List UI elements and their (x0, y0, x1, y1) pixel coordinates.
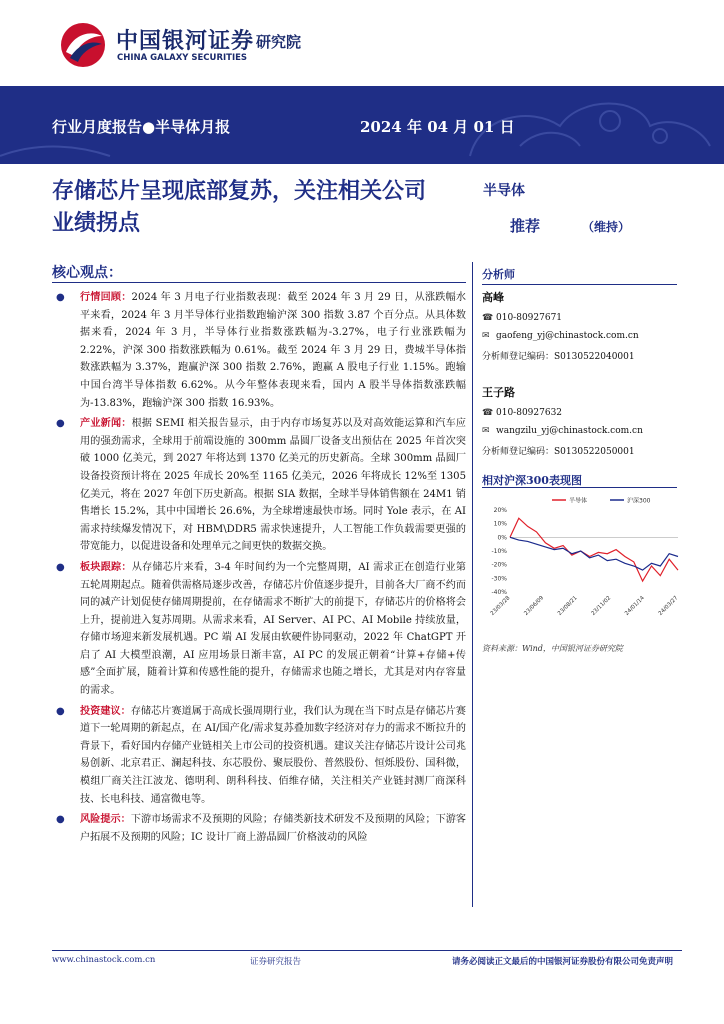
x-tick-label: 24/01/14 (624, 595, 646, 617)
core-bullets (52, 289, 466, 849)
sector-label: 半导体 (483, 183, 525, 199)
bullet-text: 2024 年 3 月电子行业指数表现：截至 2024 年 3 月 29 日，从涨跌幅水平来看，2024 年 3 月半导体行业指数跑输沪深 300 指数 3.87 个百分点。从具体数据来看，2024 年 3 月，半导体行业指数涨跌幅为-3.27%，电子行业涨跌幅为 2.22%，沪深 300 指数涨跌幅为 0.61%。截至 2024 年 3 月 29 日，费城半导体指数涨跌幅为 3.37%，跑赢沪深 300 指数 2.76%，跑赢 A 股电子行业 1.15%。跑输中国台湾半导体指数 6.62%。从今年整体表现来看，国内 A 股半导体指数涨跌幅为-13.83%，跑输沪深 300 指数 16.93%。 (80, 292, 466, 409)
analyst-name: 王子路 (482, 386, 515, 399)
analyst-panel (482, 266, 677, 457)
x-tick-label: 23/11/02 (590, 595, 613, 617)
company-logo (60, 20, 320, 70)
y-tick-label: 0% (497, 534, 507, 542)
footer-website[interactable]: www.chinastock.com.cn (52, 955, 156, 965)
analyst-card (482, 289, 677, 362)
phone-icon: ☎ (482, 408, 494, 418)
analyst-reg: 分析师登记编码：S0130522040001 (482, 352, 635, 362)
email-icon: ✉ (482, 331, 490, 341)
bullet-lead: 板块跟踪： (80, 561, 132, 573)
logo-chinese-name: 中国银河证券 (116, 29, 255, 54)
analyst-phone-row (482, 313, 677, 323)
analyst-divider (482, 284, 677, 285)
core-heading: 核心观点： (52, 265, 122, 281)
y-tick-label: -10% (491, 548, 507, 555)
bullet-dot-icon: ● (56, 814, 65, 826)
bullet-text: 根据 SEMI 相关报告显示，由于内存市场复苏以及对高效能运算和汽车应用的强劲需求，全球用于前端设施的 300mm 晶圆厂设备支出预估在 2025 年首次突破 1000 亿美元，到 2027 年将达到 1370 亿美元的历史新高。全球 300mm 晶圆厂设备投资预计将在 2025 年成长 20%至 1165 亿美元，2026 年将成长 12%至 1305 亿美元，将在 2027 年创下历史新高。根据 SIA 数据，全球半导体销售额在 24M1 销售增长 15.2%，其中中国增长 26.6%，为全球增速最快市场。同时 Yole 表示，在 AI 需求持续爆发情况下，对 HBM\DDR5 需求快速提升，人工智能工作负载需要更强的带宽能力，以促进设备和处理单元之间更快的数据交换。 (80, 418, 467, 553)
analyst-email[interactable]: gaofeng_yj@chinastock.com.cn (496, 331, 639, 341)
y-tick-label: -30% (491, 575, 507, 583)
email-icon: ✉ (482, 426, 490, 436)
bullet-text: 存储芯片赛道属于高成长强周期行业，我们认为现在当下时点是存储芯片赛道下一轮周期的新起点，在 AI/国产化/需求复苏叠加数字经济对存力的需求不断拉升的背景下，看好国内存储产业链相关上市公司的投资机遇。建议关注存储芯片设计公司兆易创新、北京君正、澜起科技、东芯股份、聚辰股份、普然股份、恒烁股份、国科微，模组厂商关注江波龙、德明利、朗科科技、佰维存储，关注相关产业链封测厂商深科技、长电科技、通富微电等。 (80, 705, 467, 805)
relative-performance-chart (482, 492, 682, 627)
column-divider (472, 262, 473, 907)
bullet-industry-news (52, 415, 466, 556)
bullet-lead: 投资建议： (80, 705, 131, 717)
footer-center: 证券研究报告 (250, 957, 302, 967)
analyst-email-row (482, 331, 677, 341)
bullet-text: 从存储芯片来看，3-4 年时间约为一个完整周期，AI 需求正在创造行业第五轮周期起点。随着供需格局逐步改善，存储芯片价值逐步提升，目前各大厂商不约而同的减产计划促使存储周期提前，在存储需求不断扩大的前提下，存储芯片的价格将会上升，提前进入复苏周期。从需求来看，AI Server、AI PC、AI Mobile 持续放量，存储市场迎来新发展机遇。PC 端 AI 发展由软硬件协同驱动，2022 年 ChatGPT 开启了 AI 大模型浪潮，AI 应用场景日渐丰富，AI PC 的发展正朝着“计算+存储+传感”全面扩展，随着计算和传感性能的提升，存储需求也随之增长，尤其是对内存容量的需求。 (80, 561, 466, 697)
analyst-email[interactable]: wangzilu_yj@chinastock.com.cn (496, 426, 643, 436)
logo-english-name: CHINA GALAXY SECURITIES (117, 53, 248, 63)
y-tick-label: 20% (493, 507, 507, 514)
chart-source: 资料来源：Wind，中国银河证券研究院 (482, 644, 623, 653)
core-divider (52, 282, 466, 283)
analyst-reg: 分析师登记编码：S0130522050001 (482, 447, 635, 457)
y-tick-label: 10% (493, 520, 507, 528)
x-tick-label: 23/08/21 (556, 595, 579, 617)
footer-divider (52, 950, 682, 951)
analyst-heading: 分析师 (482, 268, 515, 281)
bullet-sector-tracking (52, 559, 466, 700)
bullet-investment-advice (52, 703, 466, 809)
series-line (510, 537, 678, 570)
x-tick-label: 23/03/28 (489, 595, 512, 617)
bullet-dot-icon: ● (56, 705, 65, 717)
analyst-phone: 010-80927632 (496, 408, 563, 418)
report-type: 行业月度报告●半导体月报 (52, 118, 231, 136)
report-title (52, 175, 472, 239)
analyst-phone-row (482, 408, 677, 418)
y-tick-label: -40% (491, 589, 507, 596)
bullet-dot-icon: ● (56, 561, 65, 573)
bullet-risk-warning (52, 811, 466, 846)
footer-disclaimer: 请务必阅读正文最后的中国银河证券股份有限公司免责声明 (452, 957, 674, 967)
report-date: 2024 年 04 月 01 日 (360, 118, 515, 136)
series-line (510, 518, 678, 581)
bullet-lead: 产业新闻： (80, 418, 132, 430)
header-banner (0, 86, 724, 164)
chart-title: 相对沪深300表现图 (482, 474, 582, 487)
title-line-1: 存储芯片呈现底部复苏，关注相关公司 (52, 178, 427, 204)
phone-icon: ☎ (482, 313, 494, 323)
bullet-dot-icon: ● (56, 292, 65, 303)
analyst-name: 高峰 (482, 291, 504, 304)
chart-divider (482, 487, 677, 488)
galaxy-logo-icon (60, 22, 106, 68)
analyst-phone: 010-80927671 (496, 313, 563, 323)
rating-label: 推荐 (510, 217, 541, 235)
legend-label: 沪深300 (627, 497, 651, 505)
analyst-card (482, 384, 677, 457)
title-line-2: 业绩拐点 (52, 210, 141, 236)
rating-sub-label: （维持） (582, 220, 631, 234)
x-tick-label: 23/06/09 (523, 595, 546, 617)
bullet-lead: 风险提示： (80, 814, 131, 826)
bullet-lead: 行情回顾： (80, 292, 132, 303)
x-tick-label: 24/03/27 (657, 595, 680, 617)
bullet-market-review (52, 289, 466, 412)
bullet-dot-icon: ● (56, 418, 65, 430)
bullet-text: 下游市场需求不及预期的风险；存储类新技术研发不及预期的风险；下游客户拓展不及预期的风险；IC 设计厂商上游晶圆厂价格波动的风险 (80, 814, 467, 843)
analyst-email-row (482, 426, 677, 436)
legend-label: 半导体 (569, 497, 588, 505)
y-tick-label: -20% (491, 561, 507, 569)
institute-label: 研究院 (256, 33, 302, 51)
